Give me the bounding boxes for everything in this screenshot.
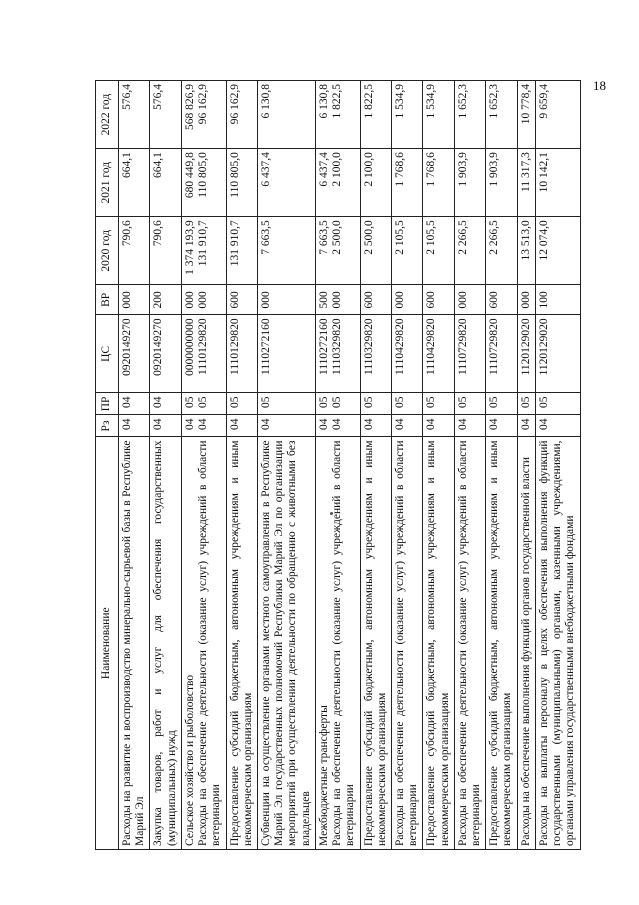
row-pr: 05: [257, 393, 315, 415]
row-rz: 04: [454, 415, 485, 437]
row-2020: 7 663,5 2 500,0: [315, 217, 360, 285]
row-cs: 1120129020: [517, 315, 535, 393]
row-2020: 7 663,5: [257, 217, 315, 285]
row-cs: 0920149270: [119, 315, 150, 393]
row-name: Межбюджетные трансферты Расходы на обеспечение деятельности (оказание услуг) учреждений в области ветеринарии: [315, 437, 360, 850]
row-2022: 1 534,9: [423, 81, 454, 149]
header-name: Наименование: [96, 437, 119, 850]
row-2021: 1 903,9: [486, 149, 517, 217]
row-2021: 10 142,1: [535, 149, 580, 217]
row-rz: 04: [423, 415, 454, 437]
row-pr: 05 05: [181, 393, 226, 415]
table-row: [360, 81, 391, 850]
row-pr: 05: [226, 393, 257, 415]
row-2020: 13 513,0: [517, 217, 535, 285]
row-rz: 04 04: [315, 415, 360, 437]
row-pr: 05: [517, 393, 535, 415]
row-pr: 05: [454, 393, 485, 415]
row-pr: 05: [360, 393, 391, 415]
row-2022: 576,4: [119, 81, 150, 149]
row-cs: 1110429820: [423, 315, 454, 393]
row-2022: 96 162,9: [226, 81, 257, 149]
row-rz: 04: [226, 415, 257, 437]
row-vr: 000: [391, 285, 422, 315]
row-2020: 12 074,0: [535, 217, 580, 285]
row-2021: 110 805,0: [226, 149, 257, 217]
row-2021: 11 317,3: [517, 149, 535, 217]
row-name: Предоставление субсидий бюджетным, автономным учреждениям и иным некоммерческим организациям: [360, 437, 391, 850]
row-2020: 2 500,0: [360, 217, 391, 285]
table-row: [517, 81, 535, 850]
row-cs: 0920149270: [150, 315, 181, 393]
row-vr: 600: [423, 285, 454, 315]
budget-table: [95, 80, 581, 850]
table-row: [315, 81, 360, 850]
row-name: Расходы на развитие и воспроизводство минерально-сырьевой базы в Республике Марий Эл: [119, 437, 150, 850]
row-vr: 000 000: [181, 285, 226, 315]
row-2020: 2 266,5: [454, 217, 485, 285]
row-rz: 04: [486, 415, 517, 437]
row-rz: 04: [391, 415, 422, 437]
table-row: [119, 81, 150, 850]
rotated-table-wrapper: [95, 80, 615, 850]
row-name: Закупка товаров, работ и услуг для обеспечения государственных (муниципальных) нужд: [150, 437, 181, 850]
row-pr: 05: [535, 393, 580, 415]
row-vr: 200: [150, 285, 181, 315]
row-pr: 05: [391, 393, 422, 415]
row-2022: 576,4: [150, 81, 181, 149]
row-2022: 1 652,3: [454, 81, 485, 149]
row-2020: 2 105,5: [391, 217, 422, 285]
row-cs: 1110272160 1110329820: [315, 315, 360, 393]
row-name: Предоставление субсидий бюджетным, автономным учреждениям и иным некоммерческим организациям: [486, 437, 517, 850]
row-2022: 6 130,8: [257, 81, 315, 149]
table-body: [119, 81, 581, 850]
header-2021: 2021 год: [96, 149, 119, 217]
table-row: [257, 81, 315, 850]
table-header: [96, 81, 119, 850]
table-row: [391, 81, 422, 850]
row-2020: 2 105,5: [423, 217, 454, 285]
row-2022: 568 826,9 96 162,9: [181, 81, 226, 149]
row-cs: 1110429820: [391, 315, 422, 393]
row-vr: 100: [535, 285, 580, 315]
header-2020: 2020 год: [96, 217, 119, 285]
row-2021: 6 437,4 2 100,0: [315, 149, 360, 217]
row-pr: 04: [150, 393, 181, 415]
row-2022: 1 822,5: [360, 81, 391, 149]
row-vr: 600: [226, 285, 257, 315]
row-cs: 1110729820: [486, 315, 517, 393]
row-rz: 04: [517, 415, 535, 437]
row-pr: 05: [486, 393, 517, 415]
row-name: Расходы на обеспечение деятельности (оказание услуг) учреждений в области ветеринарии: [454, 437, 485, 850]
row-rz: 04 04: [181, 415, 226, 437]
row-vr: 600: [486, 285, 517, 315]
page-number: 18: [593, 78, 606, 93]
row-2022: 1 652,3: [486, 81, 517, 149]
row-pr: 05: [423, 393, 454, 415]
row-2021: 2 100,0: [360, 149, 391, 217]
row-cs: 1110329820: [360, 315, 391, 393]
row-rz: 04: [535, 415, 580, 437]
row-pr: 05 05: [315, 393, 360, 415]
row-cs: 1120129020: [535, 315, 580, 393]
row-name: Предоставление субсидий бюджетным, автономным учреждениям и иным некоммерческим организациям: [423, 437, 454, 850]
row-2020: 2 266,5: [486, 217, 517, 285]
row-rz: 04: [119, 415, 150, 437]
row-2020: 790,6: [119, 217, 150, 285]
row-cs: 1110272160: [257, 315, 315, 393]
row-2022: 10 778,4: [517, 81, 535, 149]
header-rz: Рз: [96, 415, 119, 437]
table-row: [181, 81, 226, 850]
header-row: [96, 81, 119, 850]
header-2022: 2022 год: [96, 81, 119, 149]
row-name: Предоставление субсидий бюджетным, автономным учреждениям и иным некоммерческим организациям: [226, 437, 257, 850]
row-2021: 664,1: [119, 149, 150, 217]
row-cs: 0000000000 1110129820: [181, 315, 226, 393]
row-2020: 790,6: [150, 217, 181, 285]
header-pr: ПР: [96, 393, 119, 415]
row-2020: 1 374 193,9 131 910,7: [181, 217, 226, 285]
table-row: [454, 81, 485, 850]
row-2022: 9 659,4: [535, 81, 580, 149]
row-cs: 1110129820: [226, 315, 257, 393]
row-2021: 680 449,8 110 805,0: [181, 149, 226, 217]
row-vr: 000: [517, 285, 535, 315]
table-row: [535, 81, 580, 850]
row-vr: 000: [119, 285, 150, 315]
row-name: Субвенции на осуществление органами местного самоуправления в Республике Марий Эл государственных полномочий Республики Марий Эл по организации мероприятий при осуществлении деятельности по обращению с животными без владельцев: [257, 437, 315, 850]
row-rz: 04: [360, 415, 391, 437]
row-pr: 04: [119, 393, 150, 415]
row-2022: 6 130,8 1 822,5: [315, 81, 360, 149]
row-2021: 6 437,4: [257, 149, 315, 217]
row-rz: 04: [150, 415, 181, 437]
row-vr: 500 000: [315, 285, 360, 315]
row-name: Расходы на обеспечение выполнения функций органов государственной власти: [517, 437, 535, 850]
row-2021: 664,1: [150, 149, 181, 217]
row-vr: 000: [454, 285, 485, 315]
row-vr: 000: [257, 285, 315, 315]
row-vr: 600: [360, 285, 391, 315]
header-cs: ЦС: [96, 315, 119, 393]
row-cs: 1110729820: [454, 315, 485, 393]
table-row: [226, 81, 257, 850]
row-rz: 04: [257, 415, 315, 437]
row-name: Расходы на обеспечение деятельности (оказание услуг) учреждений в области ветеринарии: [391, 437, 422, 850]
row-name: Сельское хозяйство и рыболовство Расходы на обеспечение деятельности (оказание услуг) учреждений в области ветеринарии: [181, 437, 226, 850]
row-2022: 1 534,9: [391, 81, 422, 149]
table-row: [150, 81, 181, 850]
row-name: Расходы на выплаты персоналу в целях обеспечения выполнения функций государственными (муниципальными) органами, казенными учреждениями, органами управления государственными внебюджетными фондами: [535, 437, 580, 850]
row-2021: 1 768,6: [423, 149, 454, 217]
row-2020: 131 910,7: [226, 217, 257, 285]
row-2021: 1 903,9: [454, 149, 485, 217]
row-2021: 1 768,6: [391, 149, 422, 217]
table-row: [486, 81, 517, 850]
table-row: [423, 81, 454, 850]
header-vr: ВР: [96, 285, 119, 315]
